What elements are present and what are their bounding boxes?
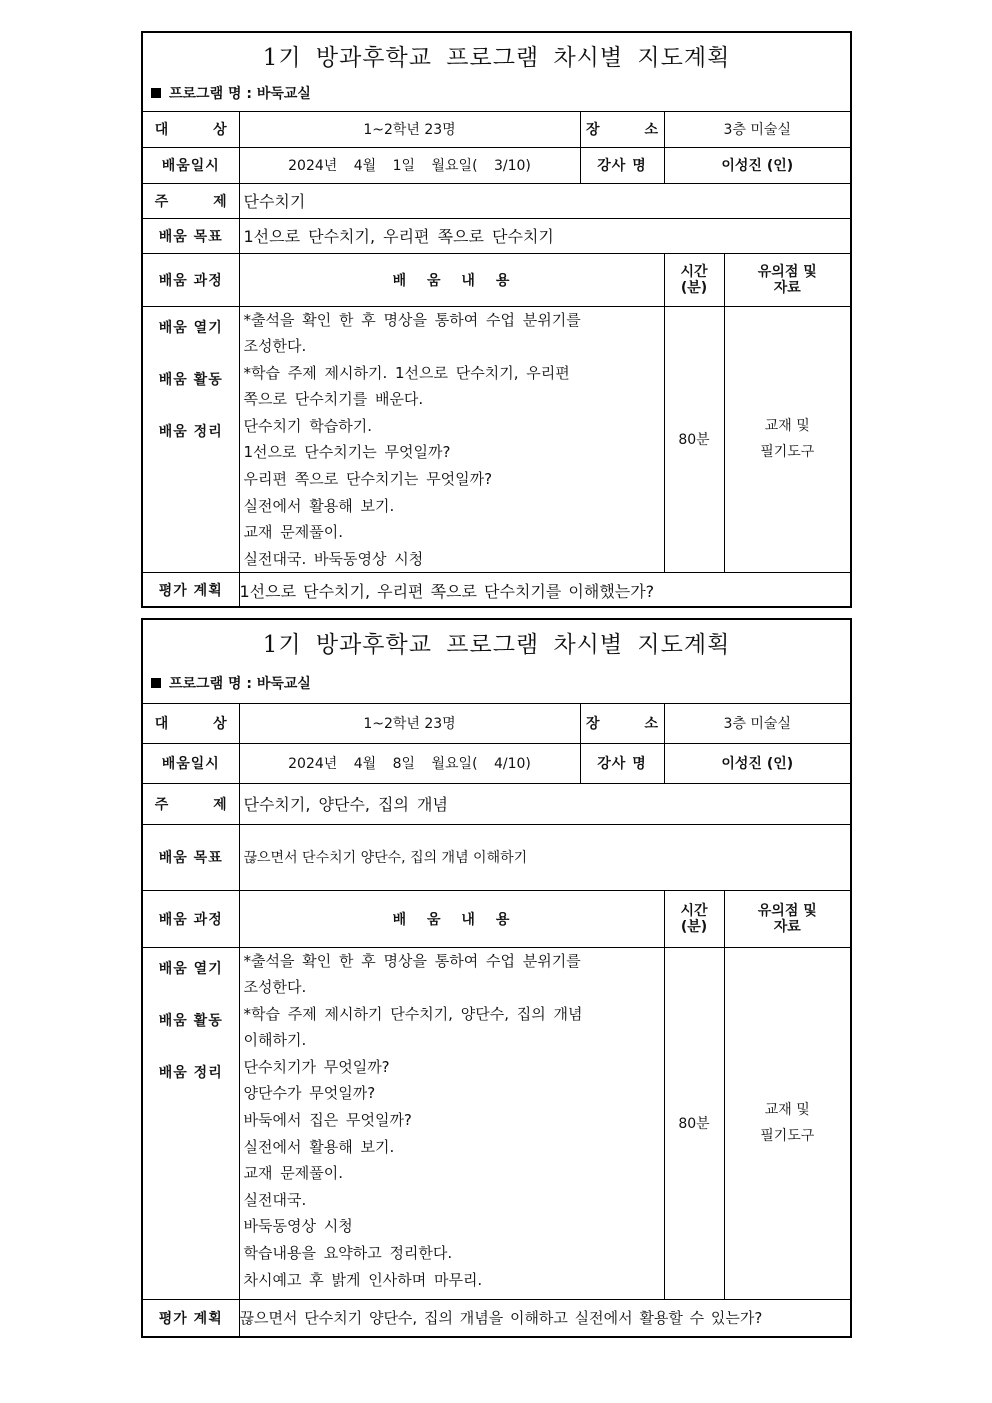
- content-label: 배 움 내 용: [239, 253, 664, 306]
- content-line: 학습내용을 요약하고 정리한다.: [243, 1244, 453, 1263]
- place-value: 3층 미술실: [664, 112, 850, 147]
- teacher-label: 강사 명: [580, 147, 664, 183]
- step-activity: 배움 활동: [158, 371, 223, 388]
- process-label: 배움 과정: [143, 253, 239, 306]
- notes-header: [724, 890, 850, 947]
- step-closing: 배움 정리: [158, 1064, 223, 1081]
- eval-label: 평가 계획: [143, 1299, 239, 1336]
- place-label: 장 소: [580, 112, 664, 147]
- goal-value: 1선으로 단수치기, 우리편 쪽으로 단수치기: [239, 218, 850, 253]
- topic-value: 단수치기, 양단수, 집의 개념: [239, 783, 850, 824]
- goal-value: 끊으면서 단수치기 양단수, 집의 개념 이해하기: [239, 824, 850, 890]
- date-label: 배움일시: [143, 147, 239, 183]
- teacher-label: 강사 명: [580, 743, 664, 783]
- program-name-line: [151, 83, 311, 103]
- content-line: 바둑에서 집은 무엇일까?: [243, 1111, 412, 1130]
- time-header-line-2: (분): [680, 279, 708, 296]
- materials-line-1: 교재 및: [764, 418, 810, 435]
- program-name: 프로그램 명 : 바둑교실: [169, 86, 311, 102]
- content-line: 단수치기 학습하기.: [243, 416, 372, 435]
- time-header: [664, 253, 724, 306]
- plan-table: [143, 112, 850, 607]
- content-line: 우리편 쪽으로 단수치기는 무엇일까?: [243, 470, 493, 489]
- plan-table: [143, 704, 850, 1336]
- notes-header: [724, 253, 850, 306]
- content-line: *출석을 확인 한 후 명상을 통하여 수업 분위기를: [243, 951, 581, 970]
- program-name: 프로그램 명 : 바둑교실: [169, 676, 311, 692]
- target-label: 대 상: [143, 704, 239, 743]
- materials-line-2: 필기도구: [760, 1128, 815, 1144]
- lesson-plan-1: [141, 31, 852, 608]
- content-line: 차시예고 후 밝게 인사하며 마무리.: [243, 1270, 483, 1289]
- time-header-line-1: 시간: [680, 902, 708, 919]
- step-activity: 배움 활동: [158, 1012, 223, 1029]
- date-label: 배움일시: [143, 743, 239, 783]
- process-steps: [143, 306, 239, 573]
- notes-header-line-2: 자료: [773, 918, 801, 935]
- bullet-square-icon: [151, 678, 161, 688]
- content-line: 조성한다.: [243, 978, 307, 997]
- process-label: 배움 과정: [143, 890, 239, 947]
- step-opening: 배움 열기: [158, 319, 223, 336]
- date-value: 2024년 4월 1일 월요일( 3/10): [239, 147, 580, 183]
- bullet-square-icon: [151, 88, 161, 98]
- plan-header: [143, 620, 850, 704]
- content-line: 교재 문제풀이.: [243, 523, 343, 542]
- topic-label: 주 제: [143, 783, 239, 824]
- content-line: 1선으로 단수치기는 무엇일까?: [243, 443, 451, 462]
- content-line: 쪽으로 단수치기를 배운다.: [243, 390, 424, 409]
- goal-label: 배움 목표: [143, 218, 239, 253]
- content-line: 실전대국.: [243, 1190, 307, 1209]
- process-steps: [143, 947, 239, 1299]
- time-value: 80분: [664, 306, 724, 573]
- content-line: *출석을 확인 한 후 명상을 통하여 수업 분위기를: [243, 310, 581, 329]
- notes-header-line-1: 유의점 및: [757, 263, 817, 280]
- content-line: 실전에서 활용해 보기.: [243, 1137, 395, 1156]
- plan-title: 1기 방과후학교 프로그램 차시별 지도계획: [262, 632, 731, 658]
- materials-line-2: 필기도구: [760, 444, 815, 461]
- date-value: 2024년 4월 8일 월요일( 4/10): [239, 743, 580, 783]
- time-header: [664, 890, 724, 947]
- target-value: 1~2학년 23명: [239, 704, 580, 743]
- content-line: *학습 주제 제시하기 단수치기, 양단수, 집의 개념: [243, 1004, 583, 1023]
- lesson-content: [239, 947, 664, 1299]
- notes-header-line-1: 유의점 및: [757, 902, 817, 919]
- step-opening: 배움 열기: [158, 960, 223, 977]
- place-label: 장 소: [580, 704, 664, 743]
- topic-label: 주 제: [143, 183, 239, 218]
- content-label: 배 움 내 용: [239, 890, 664, 947]
- eval-value: 1선으로 단수치기, 우리편 쪽으로 단수치기를 이해했는가?: [239, 573, 850, 607]
- time-header-line-2: (분): [680, 918, 708, 935]
- materials-line-1: 교재 및: [764, 1102, 810, 1118]
- content-line: 바둑동영상 시청: [243, 1217, 353, 1236]
- materials: [724, 306, 850, 573]
- target-value: 1~2학년 23명: [239, 112, 580, 147]
- lesson-content: [239, 306, 664, 573]
- topic-value: 단수치기: [239, 183, 850, 218]
- time-header-line-1: 시간: [680, 263, 708, 280]
- place-value: 3층 미술실: [664, 704, 850, 743]
- teacher-value: 이성진 (인): [664, 743, 850, 783]
- teacher-value: 이성진 (인): [664, 147, 850, 183]
- goal-label: 배움 목표: [143, 824, 239, 890]
- content-line: 교재 문제풀이.: [243, 1164, 343, 1183]
- materials: [724, 947, 850, 1299]
- program-name-line: [151, 673, 311, 693]
- target-label: 대 상: [143, 112, 239, 147]
- content-line: 실전에서 활용해 보기.: [243, 496, 395, 515]
- eval-value: 끊으면서 단수치기 양단수, 집의 개념을 이해하고 실전에서 활용할 수 있는가?: [239, 1299, 850, 1336]
- plan-header: [143, 33, 850, 112]
- content-line: 양단수가 무엇일까?: [243, 1084, 376, 1103]
- step-closing: 배움 정리: [158, 423, 223, 440]
- plan-title: 1기 방과후학교 프로그램 차시별 지도계획: [262, 45, 731, 71]
- content-line: 단수치기가 무엇일까?: [243, 1057, 390, 1076]
- eval-label: 평가 계획: [143, 573, 239, 607]
- notes-header-line-2: 자료: [773, 279, 801, 296]
- content-line: *학습 주제 제시하기. 1선으로 단수치기, 우리편: [243, 363, 570, 382]
- lesson-plan-2: [141, 618, 852, 1338]
- content-line: 이해하기.: [243, 1031, 307, 1050]
- time-value: 80분: [664, 947, 724, 1299]
- content-line: 조성한다.: [243, 337, 307, 356]
- content-line: 실전대국. 바둑동영상 시청: [243, 549, 424, 568]
